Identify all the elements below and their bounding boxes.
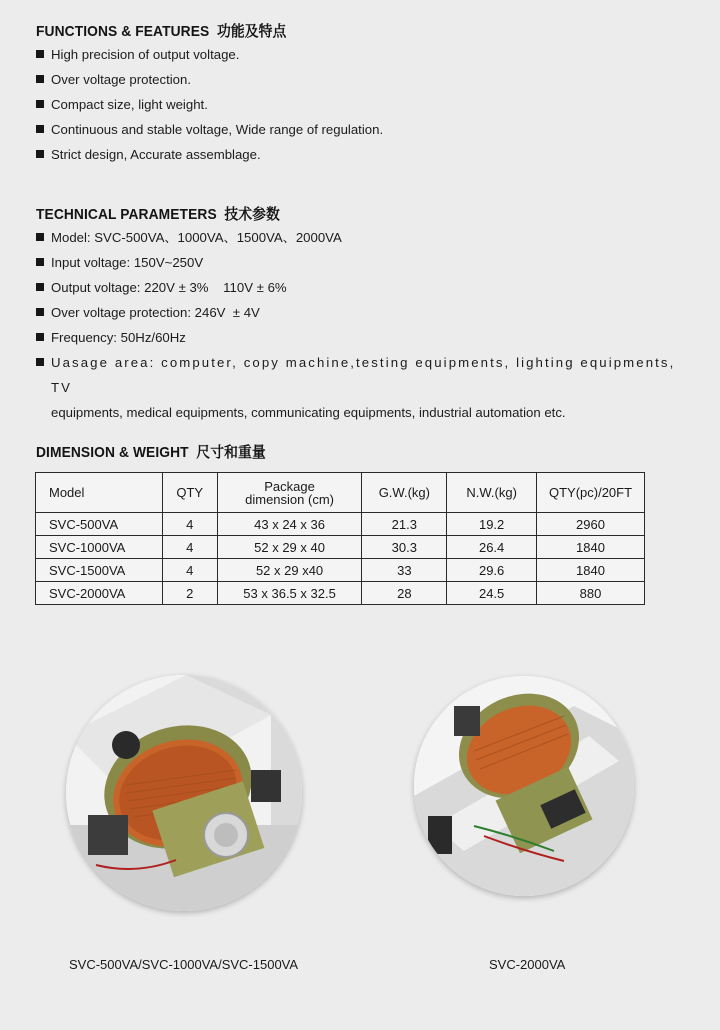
list-item: Continuous and stable voltage, Wide range of regulation. [36, 117, 676, 142]
list-item: Model: SVC-500VA、1000VA、1500VA、2000VA [36, 225, 676, 250]
cell-package: 53 x 36.5 x 32.5 [217, 582, 362, 605]
left-photo-caption: SVC-500VA/SVC-1000VA/SVC-1500VA [69, 957, 299, 972]
table-row [36, 559, 645, 582]
cell-qty: 4 [162, 513, 217, 536]
table-row [36, 536, 645, 559]
list-item: Strict design, Accurate assemblage. [36, 142, 676, 167]
cell-gw: 30.3 [362, 536, 447, 559]
header-nw: N.W.(kg) [447, 473, 537, 513]
cell-qty: 4 [162, 559, 217, 582]
list-item: High precision of output voltage. [36, 42, 676, 67]
cell-gw: 33 [362, 559, 447, 582]
dimension-heading [36, 441, 266, 462]
cell-package: 52 x 29 x40 [217, 559, 362, 582]
features-heading-cn: 功能及特点 [216, 23, 287, 40]
list-item: Over voltage protection: 246V ± 4V [36, 300, 676, 325]
cell-package: 52 x 29 x 40 [217, 536, 362, 559]
regulator-illustration-left [66, 675, 302, 911]
cell-qty20ft: 880 [537, 582, 645, 605]
right-photo-caption: SVC-2000VA [489, 957, 566, 972]
cell-gw: 28 [362, 582, 447, 605]
technical-heading-cn: 技术参数 [224, 206, 280, 223]
cell-qty20ft: 1840 [537, 559, 645, 582]
technical-heading [36, 203, 280, 224]
dimension-table [35, 472, 645, 605]
cell-qty: 2 [162, 582, 217, 605]
header-package [217, 473, 362, 513]
cell-qty20ft: 2960 [537, 513, 645, 536]
usage-line-1: Uasage area: computer, copy machine,testing equipments, lighting equipments, TV [51, 355, 676, 395]
cell-model: SVC-500VA [36, 513, 163, 536]
cell-model: SVC-2000VA [36, 582, 163, 605]
cell-model: SVC-1500VA [36, 559, 163, 582]
list-item: Frequency: 50Hz/60Hz [36, 325, 676, 350]
list-item: Input voltage: 150V~250V [36, 250, 676, 275]
product-photo-svc-500-1500 [66, 675, 302, 911]
cell-nw: 29.6 [447, 559, 537, 582]
cell-qty20ft: 1840 [537, 536, 645, 559]
cell-nw: 19.2 [447, 513, 537, 536]
cell-model: SVC-1000VA [36, 536, 163, 559]
cell-package: 43 x 24 x 36 [217, 513, 362, 536]
dimension-heading-text: DIMENSION & WEIGHT [36, 444, 189, 461]
header-package-line1: Package [264, 478, 315, 494]
features-heading [36, 20, 286, 41]
cell-nw: 24.5 [447, 582, 537, 605]
regulator-illustration-right [414, 676, 634, 896]
product-photo-svc-2000 [414, 676, 634, 896]
table-row [36, 582, 645, 605]
cell-nw: 26.4 [447, 536, 537, 559]
list-item: Compact size, light weight. [36, 92, 676, 117]
usage-line-2: equipments, medical equipments, communicating equipments, industrial automation etc. [51, 405, 566, 420]
header-model: Model [36, 473, 163, 513]
technical-heading-text: TECHNICAL PARAMETERS [36, 206, 217, 223]
features-heading-text: FUNCTIONS & FEATURES [36, 23, 210, 40]
table-header-row [36, 473, 645, 513]
header-package-line2: dimension (cm) [245, 491, 334, 507]
cell-qty: 4 [162, 536, 217, 559]
technical-list [36, 225, 676, 425]
header-qty: QTY [162, 473, 217, 513]
list-item: Output voltage: 220V ± 3% 110V ± 6% [36, 275, 676, 300]
header-qty20ft: QTY(pc)/20FT [537, 473, 645, 513]
dimension-heading-cn: 尺寸和重量 [196, 444, 266, 461]
list-item: Over voltage protection. [36, 67, 676, 92]
cell-gw: 21.3 [362, 513, 447, 536]
list-item-usage [36, 350, 676, 425]
features-list [36, 42, 676, 167]
header-gw: G.W.(kg) [362, 473, 447, 513]
table-row [36, 513, 645, 536]
